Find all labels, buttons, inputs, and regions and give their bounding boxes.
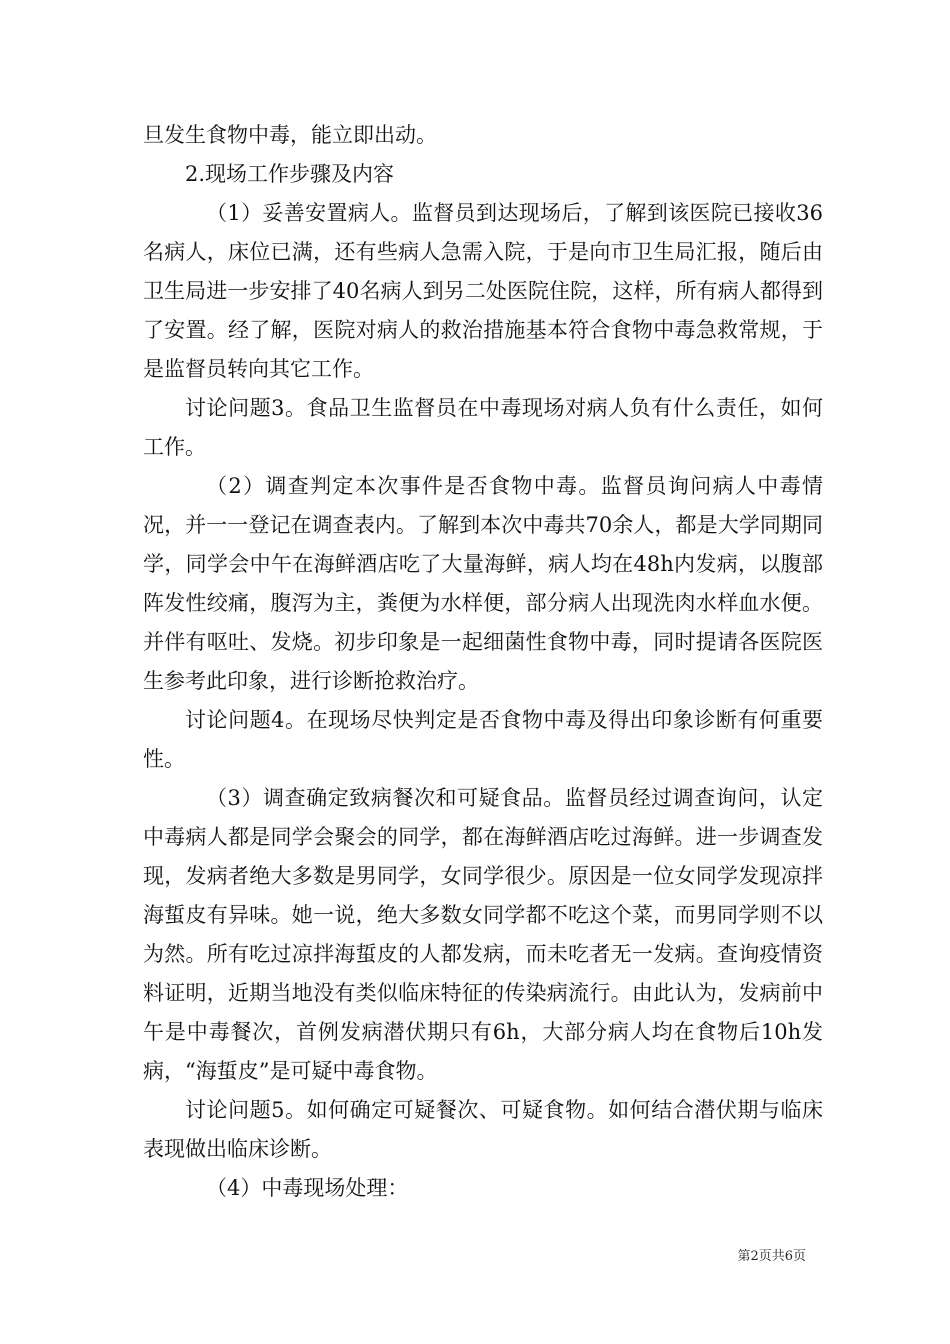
paragraph-continuation: 旦发生食物中毒，能立即出动。: [143, 123, 437, 147]
document-body: [143, 116, 823, 1208]
section-heading: 2.现场工作步骤及内容: [185, 162, 395, 186]
paragraph-step-4: （4）中毒现场处理：: [206, 1176, 409, 1200]
paragraph-step-1: （1）妥善安置病人。监督员到达现场后，了解到该医院已接收36名病人，床位已满，还有些病人急需入院，于是向市卫生局汇报，随后由卫生局进一步安排了40名病人到另二处医院住院，这样，所有病人都得到了安置。经了解，医院对病人的救治措施基本符合食物中毒急救常规，于是监督员转向其它工作。: [143, 201, 823, 381]
page-number: 第2页共6页: [737, 1249, 806, 1264]
discussion-question-3: 讨论问题3。食品卫生监督员在中毒现场对病人负有什么责任，如何工作。: [143, 396, 823, 459]
paragraph-step-2: （2）调查判定本次事件是否食物中毒。监督员询问病人中毒情况，并一一登记在调查表内。了解到本次中毒共70余人，都是大学同期同学，同学会中午在海鲜酒店吃了大量海鲜，病人均在48h内发病，以腹部阵发性绞痛，腹泻为主，粪便为水样便，部分病人出现洗肉水样血水便。并伴有呕吐、发烧。初步印象是一起细菌性食物中毒，同时提请各医院医生参考此印象，进行诊断抢救治疗。: [143, 474, 823, 693]
discussion-question-4: 讨论问题4。在现场尽快判定是否食物中毒及得出印象诊断有何重要性。: [143, 708, 823, 771]
paragraph-step-3: （3）调查确定致病餐次和可疑食品。监督员经过调查询问，认定中毒病人都是同学会聚会的同学，都在海鲜酒店吃过海鲜。进一步调查发现，发病者绝大多数是男同学，女同学很少。原因是一位女同学发现凉拌海蜇皮有异味。她一说，绝大多数女同学都不吃这个菜，而男同学则不以为然。所有吃过凉拌海蜇皮的人都发病，而未吃者无一发病。查询疫情资料证明，近期当地没有类似临床特征的传染病流行。由此认为，发病前中午是中毒餐次，首例发病潜伏期只有6h，大部分病人均在食物后10h发病，“海蜇皮”是可疑中毒食物。: [143, 786, 823, 1083]
discussion-question-5: 讨论问题5。如何确定可疑餐次、可疑食物。如何结合潜伏期与临床表现做出临床诊断。: [143, 1098, 823, 1161]
